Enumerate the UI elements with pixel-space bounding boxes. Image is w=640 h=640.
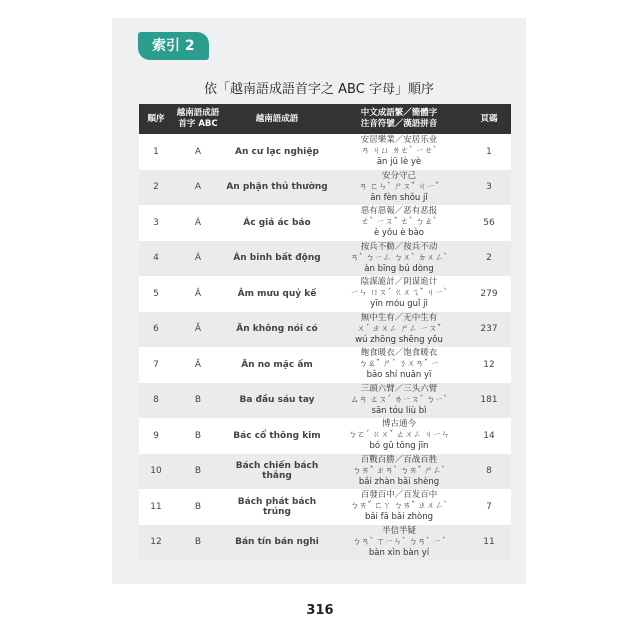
page-title: 依「越南語成語首字之 ABC 字母」順序	[204, 82, 434, 97]
row-order: 4	[153, 253, 159, 264]
row-zhuyin: ㄅㄞˇ ㄈㄚ ㄅㄞˇ ㄓㄨㄥˋ	[350, 501, 448, 512]
row-order: 12	[150, 537, 162, 548]
row-page: 181	[480, 395, 498, 406]
table-row	[139, 205, 511, 241]
row-initial: Á	[194, 217, 202, 228]
row-order: 7	[153, 359, 159, 370]
row-zhuyin: ㄢ ㄐㄩ ㄌㄜˋ ㄧㄝˋ	[360, 146, 438, 157]
row-viet-idiom: An phận thủ thường	[226, 182, 328, 193]
row-chinese	[331, 312, 467, 348]
row-order: 5	[153, 288, 159, 299]
row-order: 10	[150, 466, 162, 477]
table-row	[139, 170, 511, 206]
row-zhuyin: ㄅㄢˋ ㄒㄧㄣˋ ㄅㄢˋ ㄧˊ	[352, 536, 446, 547]
row-pinyin: ān jū lè yè	[376, 157, 422, 168]
row-zhuyin: ㄜˋ ㄧㄡˇ ㄜˋ ㄅㄠˋ	[360, 217, 438, 228]
row-chinese	[331, 454, 467, 490]
table-row	[139, 241, 511, 277]
header-chinese-line2: 注音符號／漢語拼音	[360, 119, 438, 129]
row-page: 56	[483, 217, 495, 228]
row-viet-idiom: Án binh bất động	[233, 253, 321, 264]
row-chinese	[331, 525, 467, 561]
row-order: 8	[153, 395, 159, 406]
row-zhuyin: ㄨˊ ㄓㄨㄥ ㄕㄥ ㄧㄡˇ	[356, 323, 442, 334]
row-order: 2	[153, 182, 159, 193]
row-hanzi: 無中生有／无中生有	[360, 312, 438, 323]
row-viet-idiom: Bách chiến bách thắng	[235, 461, 319, 482]
table-row	[139, 134, 511, 170]
row-hanzi: 安居樂業／安居乐业	[360, 135, 438, 146]
table-row	[139, 454, 511, 490]
row-viet-idiom: Bác cổ thông kim	[233, 430, 321, 441]
header-chinese	[331, 104, 467, 134]
row-pinyin: bǎi zhàn bǎi shèng	[358, 476, 440, 487]
row-zhuyin: ㄧㄣ ㄇㄡˊ ㄍㄨㄟˇ ㄐㄧˋ	[350, 288, 448, 299]
row-chinese	[331, 205, 467, 241]
row-initial: Á	[194, 253, 202, 264]
row-page: 11	[483, 537, 495, 548]
row-page: 237	[480, 324, 498, 335]
row-chinese	[331, 489, 467, 525]
row-hanzi: 百戰百勝／百战百胜	[360, 454, 438, 465]
row-viet-idiom: An cư lạc nghiệp	[235, 146, 319, 157]
row-page: 279	[480, 288, 498, 299]
row-pinyin: ān fèn shǒu jǐ	[370, 192, 428, 203]
table-row	[139, 383, 511, 419]
row-initial: B	[194, 537, 202, 548]
row-pinyin: yīn móu guǐ jì	[370, 299, 428, 310]
header-chinese-line1: 中文成語繁／簡體字	[360, 108, 438, 118]
row-hanzi: 三頭六臂／三头六臂	[360, 383, 438, 394]
row-viet-idiom: Bán tín bán nghi	[235, 537, 319, 548]
row-hanzi: 按兵不動／按兵不动	[360, 241, 438, 252]
row-pinyin: wú zhōng shēng yǒu	[355, 334, 443, 345]
table-row	[139, 347, 511, 383]
idiom-index-table	[139, 104, 511, 560]
row-order: 6	[153, 324, 159, 335]
row-zhuyin: ㄢ ㄈㄣˋ ㄕㄡˇ ㄐㄧˇ	[358, 181, 440, 192]
row-pinyin: sān tóu liù bì	[371, 405, 427, 416]
row-order: 11	[150, 501, 162, 512]
row-viet-idiom: Ăn no mặc ấm	[241, 359, 313, 370]
header-initial	[173, 104, 223, 134]
row-page: 8	[486, 466, 492, 477]
row-zhuyin: ㄢˋ ㄅㄧㄥ ㄅㄨˋ ㄉㄨㄥˋ	[350, 252, 448, 263]
row-order: 3	[153, 217, 159, 228]
row-hanzi: 陰謀詭計／阴谋诡计	[360, 277, 438, 288]
row-page: 14	[483, 430, 495, 441]
row-initial: B	[194, 466, 202, 477]
row-chinese	[331, 418, 467, 454]
row-chinese	[331, 383, 467, 419]
row-zhuyin: ㄅㄞˇ ㄓㄢˋ ㄅㄞˇ ㄕㄥˋ	[352, 465, 446, 476]
row-page: 7	[486, 501, 492, 512]
row-chinese	[331, 241, 467, 277]
row-pinyin: bàn xìn bàn yí	[368, 547, 430, 558]
table-row	[139, 276, 511, 312]
row-zhuyin: ㄅㄠˇ ㄕˊ ㄋㄨㄢˇ ㄧ	[358, 359, 440, 370]
row-viet-idiom: Ba đầu sáu tay	[239, 395, 315, 406]
row-initial: Ă	[194, 324, 202, 335]
row-viet-idiom: Ăn không nói có	[236, 324, 318, 335]
row-hanzi: 百發百中／百发百中	[360, 490, 438, 501]
row-initial: Ă	[194, 359, 202, 370]
row-initial: Â	[194, 288, 202, 299]
header-initial-line2: 首字 ABC	[178, 119, 218, 129]
row-zhuyin: ㄙㄢ ㄊㄡˊ ㄌㄧㄡˋ ㄅㄧˋ	[350, 394, 448, 405]
table-header-row	[139, 104, 511, 134]
table-row	[139, 418, 511, 454]
row-pinyin: è yǒu è bào	[374, 228, 424, 239]
header-idiom: 越南語成語	[223, 104, 331, 134]
header-initial-line1: 越南語成語	[176, 108, 220, 118]
row-initial: A	[194, 182, 202, 193]
row-chinese	[331, 347, 467, 383]
row-initial: B	[194, 430, 202, 441]
row-hanzi: 飽食暖衣／饱食暖衣	[360, 348, 438, 359]
row-hanzi: 安分守己	[381, 170, 416, 181]
row-initial: A	[194, 146, 202, 157]
row-page: 2	[486, 253, 492, 264]
header-order: 順序	[139, 104, 173, 134]
row-zhuyin: ㄅㄛˊ ㄍㄨˇ ㄊㄨㄥ ㄐㄧㄣ	[348, 430, 450, 441]
row-initial: B	[194, 395, 202, 406]
row-hanzi: 博古通今	[381, 419, 416, 430]
row-pinyin: bó gǔ tōng jīn	[369, 441, 429, 452]
table-row	[139, 525, 511, 561]
row-page: 3	[486, 182, 492, 193]
row-order: 1	[153, 146, 159, 157]
table-row	[139, 312, 511, 348]
row-chinese	[331, 276, 467, 312]
index-badge: 索引 2	[138, 32, 209, 60]
row-pinyin: bǎo shí nuǎn yī	[366, 370, 432, 381]
row-viet-idiom: Bách phát bách trúng	[237, 496, 317, 517]
row-chinese	[331, 134, 467, 170]
row-chinese	[331, 170, 467, 206]
row-pinyin: àn bīng bú dòng	[364, 263, 434, 274]
row-page: 1	[486, 146, 492, 157]
row-viet-idiom: Âm mưu quỷ kế	[237, 288, 317, 299]
row-viet-idiom: Ác giả ác báo	[243, 217, 311, 228]
table-row	[139, 489, 511, 525]
row-hanzi: 惡有惡報／恶有恶报	[360, 206, 438, 217]
row-initial: B	[194, 501, 202, 512]
row-page: 12	[483, 359, 495, 370]
row-hanzi: 半信半疑	[381, 525, 416, 536]
page-number: 316	[306, 603, 334, 618]
header-page: 頁碼	[467, 104, 511, 134]
row-order: 9	[153, 430, 159, 441]
row-pinyin: bǎi fā bǎi zhòng	[364, 512, 434, 523]
